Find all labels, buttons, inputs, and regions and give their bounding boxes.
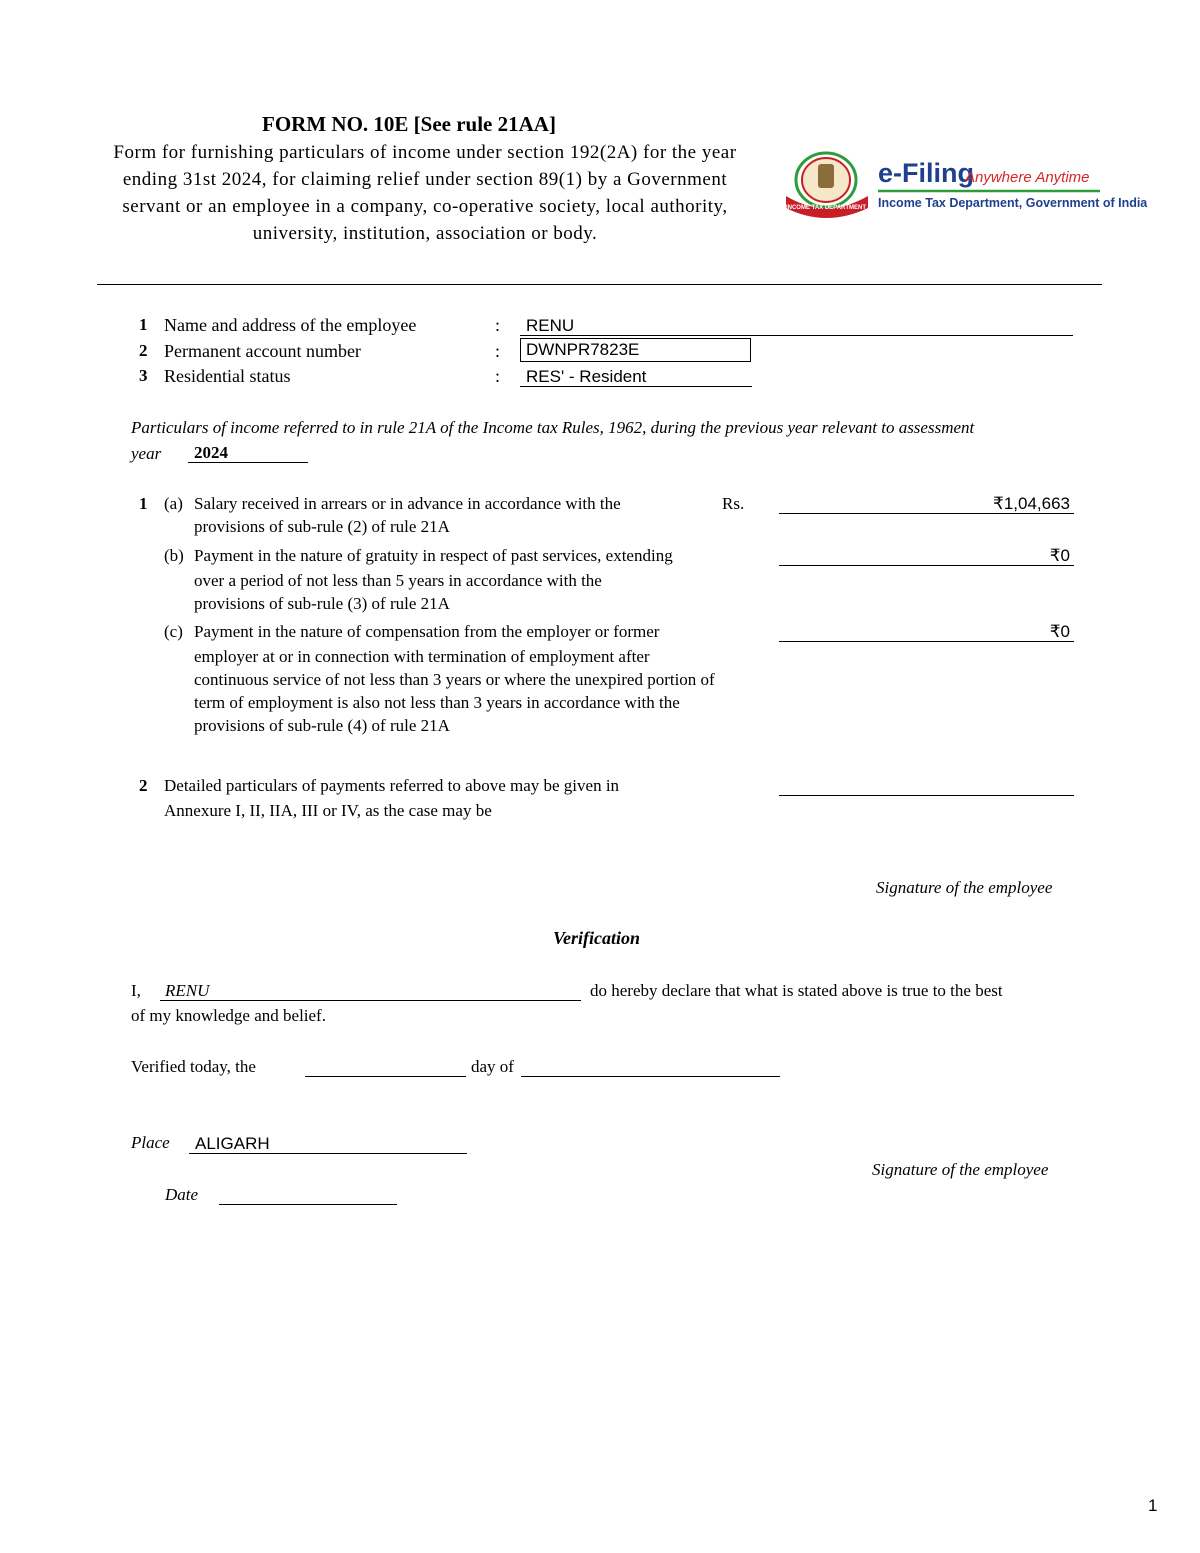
item-a-text-cont: provisions of sub-rule (2) of rule 21A [194, 517, 450, 536]
item-b-text: Payment in the nature of gratuity in respect of past services, extending [194, 546, 673, 565]
form-description: Form for furnishing particulars of income under section 192(2A) for the year ending 31st 2024, for claiming relief under section 89(1) by a Government servant or an employee in a company, co-operative society, local authority, university, institution, association or body. [113, 142, 737, 244]
date-field[interactable] [219, 1204, 397, 1205]
place-underline [189, 1153, 467, 1154]
employee-name-value[interactable]: RENU [526, 316, 575, 335]
item-b-label: (b) [164, 546, 184, 565]
place-label: Place [131, 1133, 170, 1152]
tagline-text: Anywhere Anytime [965, 169, 1090, 186]
department-text: Income Tax Department, Government of India [878, 196, 1148, 210]
separator: : [495, 366, 501, 386]
separator: : [495, 315, 501, 335]
pan-value: DWNPR7823E [526, 340, 640, 359]
item-2-text-cont: Annexure I, II, IIA, III or IV, as the case may be [164, 801, 492, 820]
emblem-icon [818, 164, 834, 188]
employee-name-label: Name and address of the employee [164, 315, 417, 335]
item-2-text: Detailed particulars of payments referred to above may be given in [164, 776, 620, 795]
verification-name-underline [160, 1000, 581, 1001]
item-a-amount[interactable]: ₹1,04,663 [993, 494, 1070, 513]
employee-name-underline [520, 335, 1073, 336]
brand-text: e-Filing [878, 158, 974, 188]
item-c-label: (c) [164, 622, 183, 641]
item-a-text: Salary received in arrears or in advance in accordance with the [194, 494, 621, 513]
residential-status-underline [520, 386, 752, 387]
separator: : [495, 341, 501, 361]
declaration-text-cont: of my knowledge and belief. [131, 1006, 326, 1025]
form-title: FORM NO. 10E [See rule 21AA] [262, 112, 556, 136]
item-2-underline[interactable] [779, 795, 1074, 796]
verification-name[interactable]: RENU [165, 981, 210, 1000]
row-number: 2 [139, 341, 148, 360]
verification-heading: Verification [553, 928, 641, 948]
item-a-underline [779, 513, 1074, 514]
pan-label: Permanent account number [164, 341, 361, 361]
item-c-text-cont: employer at or in connection with termination of employment after continuous service of not less than 3 years or where the unexpired portion of term of employment is also not less than 3 years in accordance with the provisions of sub-rule (4) of rule 21A [194, 647, 715, 735]
declaration-text: do hereby declare that what is stated above is true to the best [590, 981, 1003, 1000]
row-number: 3 [139, 366, 148, 385]
date-label: Date [165, 1185, 199, 1204]
currency-label: Rs. [722, 494, 745, 513]
assessment-year-value[interactable]: 2024 [194, 443, 228, 462]
item-number: 1 [139, 494, 148, 513]
employee-signature-label: Signature of the employee [876, 878, 1053, 897]
item-b-text-cont: over a period of not less than 5 years in accordance with the provisions of sub-rule (3) of rule 21A [194, 571, 602, 613]
efiling-logo-graphic [782, 150, 1148, 220]
verified-day-field[interactable] [305, 1076, 466, 1077]
i-label: I, [131, 981, 141, 1000]
verified-today-label: Verified today, the [131, 1057, 256, 1076]
pan-field[interactable] [520, 338, 751, 362]
seal-text: INCOME TAX DEPARTMENT [785, 205, 867, 211]
verified-month-field[interactable] [521, 1076, 780, 1077]
row-number: 1 [139, 315, 148, 334]
efiling-logo [782, 150, 1148, 220]
year-label: year [131, 444, 162, 463]
residential-status-value[interactable]: RES' - Resident [526, 367, 647, 386]
day-of-label: day of [471, 1057, 514, 1076]
page-number: 1 [1148, 1496, 1158, 1515]
particulars-intro: Particulars of income referred to in rule 21A of the Income tax Rules, 1962, during the previous year relevant to assessment [131, 418, 975, 437]
verification-signature-label: Signature of the employee [872, 1160, 1049, 1179]
assessment-year-underline [188, 462, 308, 463]
item-c-text: Payment in the nature of compensation from the employer or former [194, 622, 660, 641]
place-value[interactable]: ALIGARH [195, 1134, 270, 1153]
item-b-underline [779, 565, 1074, 566]
item-number: 2 [139, 776, 148, 795]
header-divider [97, 284, 1102, 285]
item-a-label: (a) [164, 494, 183, 513]
residential-status-label: Residential status [164, 366, 291, 386]
item-b-amount[interactable]: ₹0 [1049, 546, 1070, 565]
item-c-amount[interactable]: ₹0 [1049, 622, 1070, 641]
item-c-underline [779, 641, 1074, 642]
